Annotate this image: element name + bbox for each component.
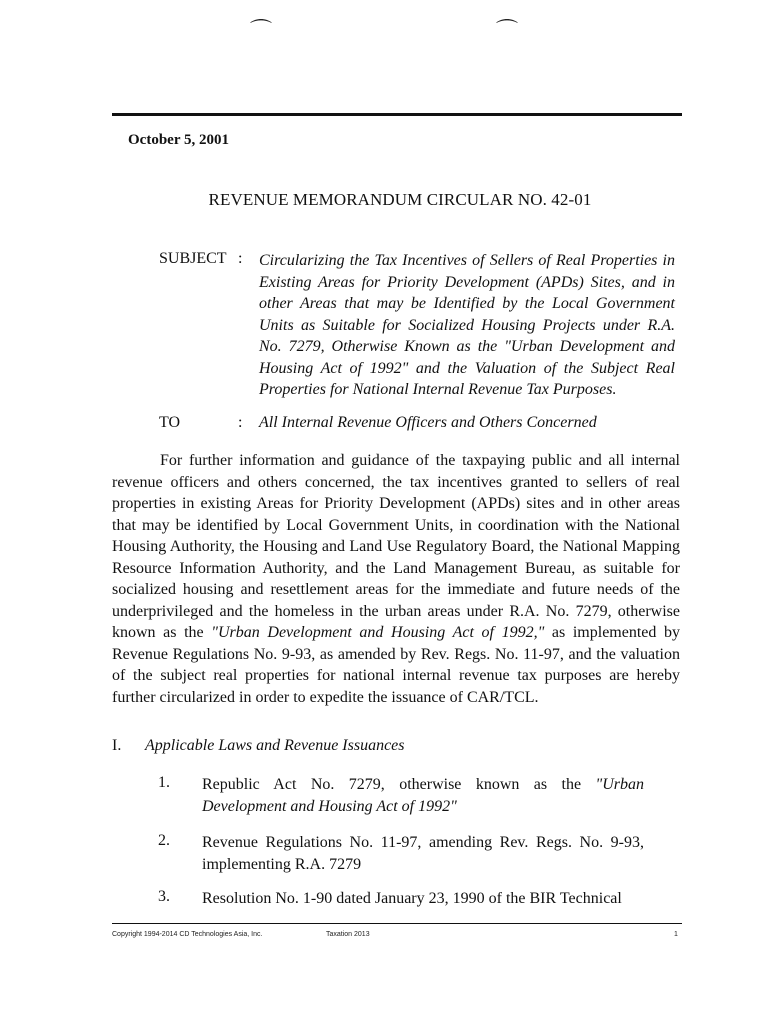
footer-page-number: 1	[674, 931, 678, 938]
subject-colon: :	[238, 250, 243, 267]
body-paragraph-act-title: "Urban Development and Housing Act of 1992,"	[211, 624, 545, 641]
memo-date: October 5, 2001	[128, 132, 229, 148]
to-colon: :	[238, 414, 243, 431]
body-paragraph	[112, 450, 680, 708]
subject-text: Circularizing the Tax Incentives of Sellers of Real Properties in Existing Areas for Priority Development (APDs) Sites, and in other Areas that may be Identified by the Local Government Units as Suitable for Socialized Housing Projects under R.A. No. 7279, Otherwise Known as the "Urban Development and Housing Act of 1992" and the Valuation of the Subject Real Properties for National Internal Revenue Tax Purposes.	[259, 252, 675, 398]
memo-title: REVENUE MEMORANDUM CIRCULAR NO. 42-01	[208, 190, 592, 209]
list-item-number: 3.	[158, 888, 170, 905]
list-item-text	[202, 774, 644, 817]
footer-copyright: Copyright 1994-2014 CD Technologies Asia, Inc.	[112, 931, 263, 938]
list-item-italic: "Urban Development and Housing Act of 1992"	[202, 776, 644, 815]
list-item-number: 2.	[158, 832, 170, 849]
list-item-plain: Republic Act No. 7279, otherwise known as the	[202, 776, 596, 793]
list-item-text: Resolution No. 1-90 dated January 23, 1990 of the BIR Technical	[202, 890, 622, 907]
subject-label: SUBJECT	[159, 250, 227, 267]
scan-mark-left: ⌒	[250, 19, 273, 44]
list-item-number: 1.	[158, 774, 170, 791]
footer-publication: Taxation 2013	[326, 931, 370, 938]
body-paragraph-end: as implemented by Revenue Regulations No. 9-93, as amended by Rev. Regs. No. 11-97, and the valuation of the subject real properties for national internal revenue tax purposes are hereby further circularized in order to expedite the issuance of CAR/TCL.	[112, 624, 681, 706]
footer-rule	[112, 923, 682, 924]
section-title: Applicable Laws and Revenue Issuances	[145, 737, 405, 754]
list-item-text: Revenue Regulations No. 11-97, amending Rev. Regs. No. 9-93, implementing R.A. 7279	[202, 834, 644, 873]
to-text: All Internal Revenue Officers and Others Concerned	[259, 414, 597, 431]
scan-mark-right: ⌒	[496, 19, 519, 44]
to-label: TO	[159, 414, 181, 431]
header-rule	[112, 113, 682, 116]
section-number: I.	[112, 737, 122, 754]
body-paragraph-start: For further information and guidance of the taxpaying public and all internal revenue officers and others concerned, the tax incentives granted to sellers of real properties in existing Areas for Priority Development (APDs) sites and in other areas that may be identified by Local Government Units, in coordination with the National Housing Authority, the Housing and Land Use Regulatory Board, the National Mapping Resource Information Authority, and the Land Management Bureau, as suitable for socialized housing and resettlement areas for the immediate and future needs of the underprivileged and the homeless in the urban areas under R.A. No. 7279, otherwise known as the	[112, 452, 680, 641]
